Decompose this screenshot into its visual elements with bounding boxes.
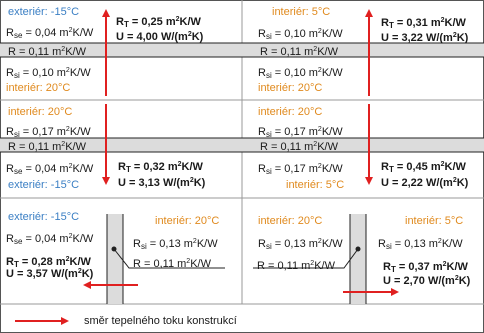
p6-right-env: interiér: 5°C	[405, 215, 464, 227]
p6-rsi: $R_{si} = 0,13$ $m^2K/W$	[378, 238, 463, 251]
p3-u: U = 3,13 $W/(m^2K)$	[118, 177, 206, 189]
p3-rt: $R_T = 0,32$ $m^2K/W$	[118, 161, 203, 174]
p1-top-env: exteriér: -15°C	[8, 6, 80, 18]
p2-rt: $R_T = 0,31$ $m^2K/W$	[381, 17, 466, 30]
p5-r: R = 0,11 $m^2K/W$	[133, 258, 211, 270]
p5-rse: $R_{se} = 0,04$ $m^2K/W$	[6, 233, 94, 246]
p5-wall	[107, 214, 123, 304]
p4-bottom-env: interiér: 5°C	[286, 179, 345, 191]
p3-rsi: $R_{si} = 0,17$ $m^2K/W$	[6, 126, 91, 139]
p3-bottom-env: exteriér: -15°C	[8, 179, 80, 191]
p2-bottom-env: interiér: 20°C	[258, 82, 323, 94]
p2-rsi: $R_{si} = 0,10$ $m^2K/W$	[258, 67, 343, 80]
p3-r: R = 0,11 $m^2K/W$	[8, 141, 86, 153]
p5-rsi: $R_{si} = 0,13$ $m^2K/W$	[133, 238, 218, 251]
p1-rsi: $R_{si} = 0,10$ $m^2K/W$	[6, 67, 91, 80]
p5-u: U = 3,57 $W/(m^2K)$	[6, 268, 94, 280]
p6-u: U = 2,70 $W/(m^2K)$	[383, 275, 471, 287]
p3-top-env: interiér: 20°C	[8, 106, 73, 118]
p5-right-env: interiér: 20°C	[155, 215, 220, 227]
p1-rt: $R_T = 0,25$ $m^2K/W$	[116, 16, 201, 29]
p4-rsi: $R_{si} = 0,17$ $m^2K/W$	[258, 126, 343, 139]
p6-rsi-left: $R_{si} = 0,13$ $m^2K/W$	[258, 238, 343, 251]
legend-text: směr tepelného toku konstrukcí	[84, 315, 237, 327]
p1-rse: $R_{se} = 0,04$ $m^2K/W$	[6, 27, 94, 40]
p5-left-env: exteriér: -15°C	[8, 211, 80, 223]
p2-u: U = 3,22 $W/(m^2K)$	[381, 32, 469, 44]
p3-rse: $R_{se} = 0,04$ $m^2K/W$	[6, 163, 94, 176]
p4-u: U = 2,22 $W/(m^2K)$	[381, 177, 469, 189]
p4-top-env: interiér: 20°C	[258, 106, 323, 118]
p2-rsi-top: $R_{si} = 0,10$ $m^2K/W$	[258, 28, 343, 41]
p6-r: R = 0,11 $m^2K/W$	[257, 260, 335, 272]
p4-rt: $R_T = 0,45$ $m^2K/W$	[381, 161, 466, 174]
p1-r: R = 0,11 $m^2K/W$	[8, 46, 86, 58]
p2-top-env: interiér: 5°C	[272, 6, 331, 18]
p1-bottom-env: interiér: 20°C	[6, 82, 71, 94]
p5-rt: $R_T = 0,28$ $m^2K/W$	[6, 256, 91, 269]
p4-r: R = 0,11 $m^2K/W$	[260, 141, 338, 153]
p6-wall	[350, 214, 366, 304]
p6-left-env: interiér: 20°C	[258, 215, 323, 227]
p4-rsi-bottom: $R_{si} = 0,17$ $m^2K/W$	[258, 163, 343, 176]
p1-u: U = 4,00 $W/(m^2K)$	[116, 31, 204, 43]
p6-rt: $R_T = 0,37$ $m^2K/W$	[383, 261, 468, 274]
p2-r: R = 0,11 $m^2K/W$	[260, 46, 338, 58]
